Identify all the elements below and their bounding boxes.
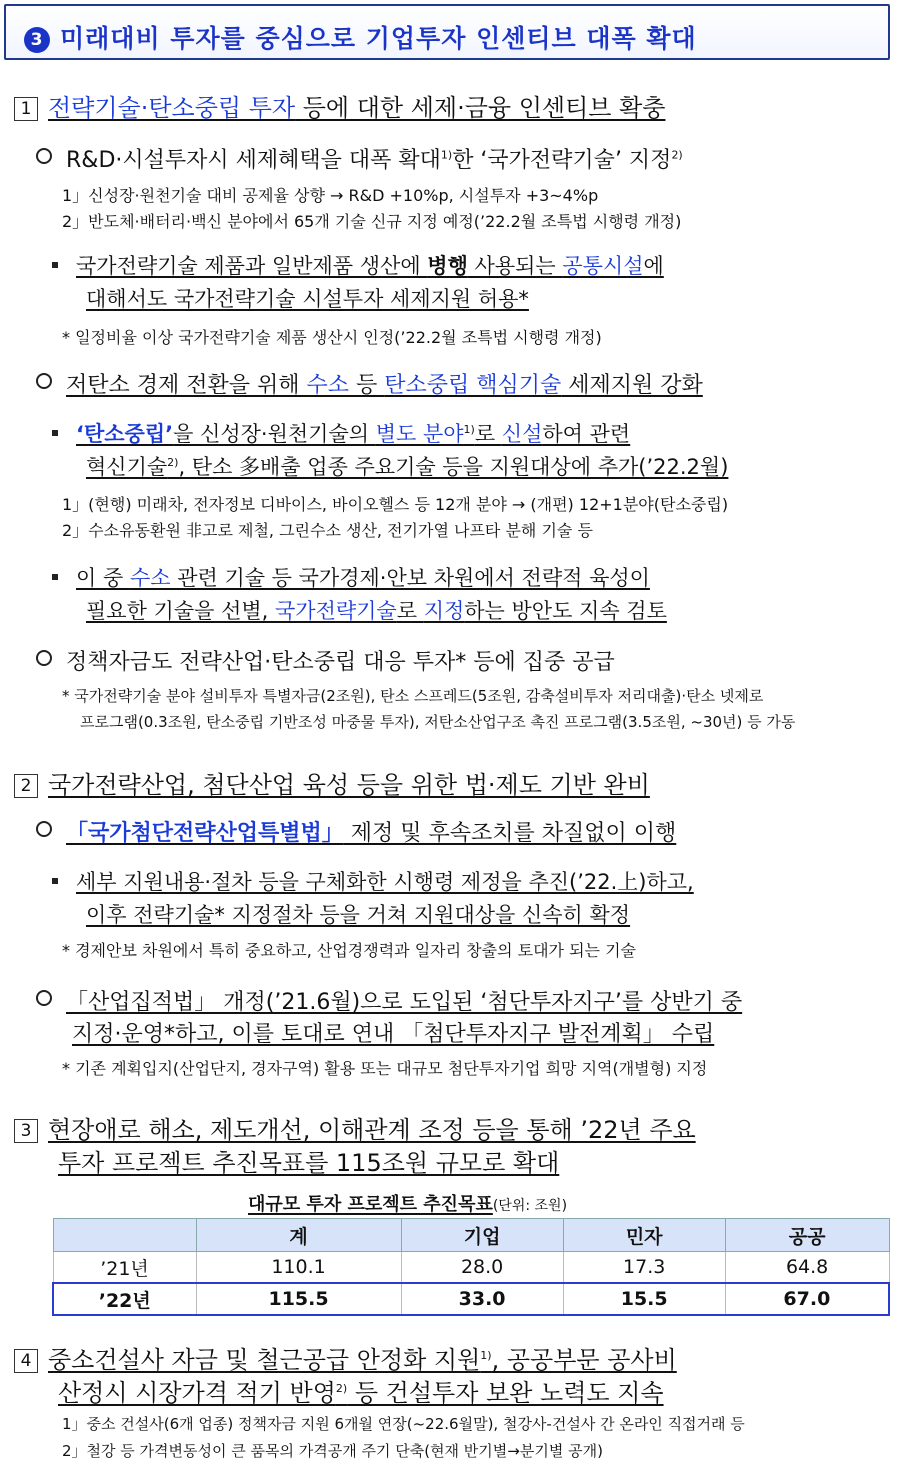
investment-target-table <box>52 1218 890 1316</box>
table-cell: ’21년 <box>53 1252 196 1284</box>
table-header: 기업 <box>401 1219 563 1252</box>
s1-b-pre: 저탄소 경제 전환을 위해 <box>66 373 307 398</box>
s1-b-sub2-mid: 관련 기술 등 국가경제·안보 차원에서 전략적 육성이 <box>170 566 650 590</box>
s1-b-sub1-l2b: , 탄소 多배출 업종 주요기술 등을 지원대상에 추가(’22.2월) <box>178 455 729 479</box>
s3-number: 3 <box>14 1119 38 1143</box>
s1-b-sub1-blue3: 신설 <box>501 422 543 446</box>
table-cell: 115.5 <box>196 1283 401 1315</box>
table-caption <box>248 1190 567 1216</box>
s4-note2: 2」철강 등 가격변동성이 큰 품목의 가격공개 주기 단축(현재 반기별→분기별 공개) <box>62 1442 603 1460</box>
square-bullet-icon <box>52 878 58 884</box>
s1-b-sub1-l2sup: 2) <box>167 456 179 469</box>
s1-a-note1: 1」신성장·원천기술 대비 공제율 상향 → R&D +10%p, 시설투자 +3~4%p <box>62 186 599 205</box>
s1-number: 1 <box>14 97 38 121</box>
square-bullet-icon <box>52 262 58 268</box>
s1-a-sub1-line2: 대해서도 국가전략기술 시설투자 세제지원 허용* <box>86 287 529 311</box>
section-title-box <box>4 4 890 60</box>
s4-l2b: 등 건설투자 보완 노력도 지속 <box>347 1379 664 1407</box>
s1-b-blue1: 수소 <box>306 373 350 398</box>
s1-a-sup1: 1) <box>440 148 453 162</box>
table-cell: 28.0 <box>401 1252 563 1284</box>
s1-b-post: 세제지원 강화 <box>561 373 703 398</box>
s2-a-sub1 <box>52 866 694 896</box>
s2-bullet-b <box>36 985 742 1016</box>
s2-b-note: * 기존 계획입지(산업단지, 경자구역) 활용 또는 대규모 첨단투자기업 희망 지역(개별형) 지정 <box>62 1059 708 1078</box>
table-cell: 15.5 <box>563 1283 725 1315</box>
s1-bullet-a <box>36 143 683 174</box>
s3-line2: 투자 프로젝트 추진목표를 115조원 규모로 확대 <box>58 1149 560 1177</box>
s1-a-sup2: 2) <box>671 148 683 162</box>
s1-heading <box>14 88 665 123</box>
table-header-row <box>53 1219 889 1252</box>
s1-b-note1: 1」(현행) 미래차, 전자정보 디바이스, 바이오헬스 등 12개 분야 → (개편) 12+1분야(탄소중립) <box>62 495 729 514</box>
s4-l1b: , 공공부문 공사비 <box>491 1346 677 1374</box>
table-header: 공공 <box>725 1219 889 1252</box>
section-title <box>24 19 697 55</box>
s4-l1sup: 1) <box>480 1349 492 1362</box>
s1-heading-blue: 전략기술·탄소중립 투자 <box>48 94 296 122</box>
s4-l2a: 산정시 시장가격 적기 반영 <box>58 1379 336 1407</box>
circle-bullet-icon <box>36 650 52 666</box>
s2-b-line2: 지정·운영*하고, 이를 토대로 연내 「첨단투자지구 발전계획」 수립 <box>72 1022 715 1047</box>
s1-a-text2: 한 ‘국가전략기술’ 지정 <box>452 148 672 173</box>
s2-a-rest: 제정 및 후속조치를 차질없이 이행 <box>343 821 677 846</box>
s4-note1: 1」중소 건설사(6개 업종) 정책자금 지원 6개월 연장(~22.6월말), 철강사-건설사 간 온라인 직접거래 등 <box>62 1415 745 1433</box>
circle-bullet-icon <box>36 990 52 1006</box>
s1-b-sub2-pre: 이 중 <box>76 566 130 590</box>
s1-b-note2: 2」수소유동환원 非고로 제철, 그린수소 생산, 전기가열 나프타 분해 기술 등 <box>62 521 593 540</box>
s1-b-sub2-blue1: 수소 <box>129 566 171 590</box>
s1-b-mid: 등 <box>349 373 385 398</box>
s1-b-sub2-l2blue1: 국가전략기술 <box>275 599 397 623</box>
s1-c-text: 정책자금도 전략산업·탄소중립 대응 투자* 등에 집중 공급 <box>66 650 615 675</box>
table-cell: ’22년 <box>53 1283 196 1315</box>
s1-a-sub1-mid: 사용되는 <box>467 254 563 278</box>
table-cell: 110.1 <box>196 1252 401 1284</box>
s2-a-blue: 「국가첨단전략산업특별법」 <box>66 821 344 846</box>
square-bullet-icon <box>52 430 58 436</box>
title-text: 미래대비 투자를 중심으로 기업투자 인센티브 대폭 확대 <box>60 24 697 53</box>
table-row <box>53 1252 889 1284</box>
s1-a-sub1-note: * 일정비율 이상 국가전략기술 제품 생산시 인정(’22.2월 조특법 시행령 개정) <box>62 328 602 347</box>
s2-heading <box>14 765 650 800</box>
s2-a-note: * 경제안보 차원에서 특히 중요하고, 산업경쟁력과 일자리 창출의 토대가 되는 기술 <box>62 941 636 960</box>
s3-heading <box>14 1110 696 1145</box>
s4-heading <box>14 1340 677 1375</box>
s1-b-sub1 <box>52 418 630 448</box>
s1-a-sub1-bold: 병행 <box>427 254 468 278</box>
table-header: 민자 <box>563 1219 725 1252</box>
s1-a-sub1-post: 에 <box>643 254 664 278</box>
circle-bullet-icon <box>36 373 52 389</box>
s1-a-sub1 <box>52 250 664 280</box>
square-bullet-icon <box>52 574 58 580</box>
s1-b-sub2-l2blue2: 지정 <box>423 599 465 623</box>
table-cell: 67.0 <box>725 1283 889 1315</box>
s1-c-note1: * 국가전략기술 분야 설비투자 특별자금(2조원), 탄소 스프레드(5조원, 감축설비투자 저리대출)·탄소 넷제로 <box>62 687 764 705</box>
s1-a-sub1-pre: 국가전략기술 제품과 일반제품 생산에 <box>76 254 428 278</box>
circle-bullet-icon <box>36 821 52 837</box>
table-cell: 17.3 <box>563 1252 725 1284</box>
s2-bullet-a <box>36 816 676 847</box>
s1-a-sub1-blue: 공통시설 <box>562 254 644 278</box>
s1-b-sub1-blue1: ‘탄소중립’ <box>76 422 174 446</box>
s2-a-sub1-text: 세부 지원내용·절차 등을 구체화한 시행령 제정을 추진(’22.上)하고, <box>76 870 694 894</box>
s2-heading-text: 국가전략산업, 첨단산업 육성 등을 위한 법·제도 기반 완비 <box>48 771 650 799</box>
s1-heading-rest: 등에 대한 세제·금융 인센티브 확충 <box>295 94 666 122</box>
s1-b-sub1-c: 하여 관련 <box>542 422 631 446</box>
s1-b-sub1-l2: 혁신기술 <box>86 455 168 479</box>
s2-a-sub1-line2: 이후 전략기술* 지정절차 등을 거쳐 지원대상을 신속히 확정 <box>86 903 631 927</box>
s1-b-sub1-line2 <box>86 451 728 481</box>
table-header <box>53 1219 196 1252</box>
table-row-highlighted <box>53 1283 889 1315</box>
s1-b-sub2-l2b: 로 <box>396 599 424 623</box>
s3-line1: 현장애로 해소, 제도개선, 이해관계 조정 등을 통해 ’22년 주요 <box>48 1116 696 1144</box>
s2-b-line1: 「산업집적법」 개정(’21.6월)으로 도입된 ‘첨단투자지구’를 상반기 중 <box>66 990 743 1015</box>
s4-line2 <box>58 1373 664 1408</box>
table-title: 대규모 투자 프로젝트 추진목표 <box>248 1194 493 1215</box>
circle-bullet-icon <box>36 148 52 164</box>
s1-b-sub2-l2a: 필요한 기술을 선별, <box>86 599 275 623</box>
table-cell: 33.0 <box>401 1283 563 1315</box>
s1-c-note2: 프로그램(0.3조원, 탄소중립 기반조성 마중물 투자), 저탄소산업구조 촉진 프로그램(3.5조원, ~30년) 등 가동 <box>80 713 796 731</box>
s4-number: 4 <box>14 1349 38 1373</box>
s4-l2sup: 2) <box>335 1382 348 1395</box>
s1-b-sub2-l2c: 하는 방안도 지속 검토 <box>464 599 667 623</box>
table-cell: 64.8 <box>725 1252 889 1284</box>
s1-a-note2: 2」반도체·배터리·백신 분야에서 65개 기술 신규 지정 예정(’22.2월 조특법 시행령 개정) <box>62 212 682 231</box>
s1-b-sub2 <box>52 562 650 592</box>
circled-number: 3 <box>24 27 50 53</box>
s1-b-sub1-sup: 1) <box>463 423 475 436</box>
s1-b-sub1-a: 을 신성장·원천기술의 <box>173 422 376 446</box>
s1-bullet-c <box>36 645 615 676</box>
s1-bullet-b <box>36 368 703 399</box>
s1-b-sub1-b: 로 <box>474 422 502 446</box>
s1-b-sub2-line2 <box>86 595 667 625</box>
s1-b-sub1-blue2: 별도 분야 <box>375 422 464 446</box>
s2-number: 2 <box>14 774 38 798</box>
s1-a-text: R&D·시설투자시 세제혜택을 대폭 확대 <box>66 148 441 173</box>
s1-b-blue2: 탄소중립 핵심기술 <box>384 373 562 398</box>
table-header: 계 <box>196 1219 401 1252</box>
table-unit: (단위: 조원) <box>492 1198 568 1214</box>
s4-l1a: 중소건설사 자금 및 철근공급 안정화 지원 <box>48 1346 481 1374</box>
